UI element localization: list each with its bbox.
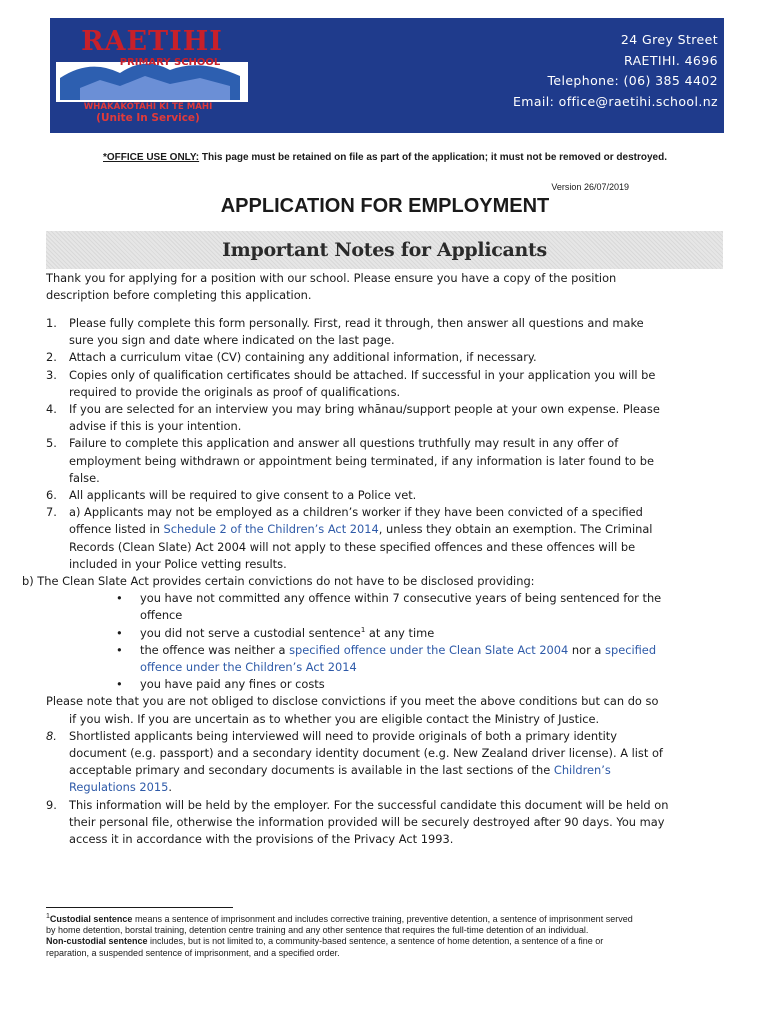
bullet-item	[0, 642, 770, 676]
item-number: 9.	[46, 797, 57, 812]
school-logo	[50, 18, 254, 133]
item-number: 7.	[46, 505, 57, 520]
childrens-act-schedule-link[interactable]: Schedule 2 of the Children’s Act 2014	[163, 522, 379, 537]
address-line-1: 24 Grey Street	[620, 32, 718, 47]
item-line: Copies only of qualification certificates should be attached. If successful in your application you will be	[69, 367, 656, 382]
bullet-icon: •	[116, 625, 123, 640]
bullet-line: you have not committed any offence within 7 consecutive years of being sentenced for the	[140, 591, 662, 606]
office-use-label: *OFFICE USE ONLY:	[103, 152, 200, 163]
disclosure-note	[0, 693, 770, 727]
clean-slate-act-link[interactable]: specified offence under the Clean Slate Act 2004	[289, 642, 569, 657]
page-title: APPLICATION FOR EMPLOYMENT	[220, 195, 550, 217]
logo-motto-english: (Unite In Service)	[96, 112, 200, 124]
email: Email: office@raetihi.school.nz	[512, 93, 718, 109]
item-line: Shortlisted applicants being interviewed will need to provide originals of both a primary identity	[69, 728, 617, 743]
item-number: 3.	[46, 367, 57, 382]
text-run: at any time	[365, 625, 435, 640]
telephone: Telephone: (06) 385 4402	[547, 73, 718, 88]
item-number: 8.	[46, 728, 57, 743]
footnote-ref: 1	[360, 625, 366, 634]
office-use-text: This page must be retained on file as part of the application; it must not be removed or destroyed.	[199, 152, 667, 163]
list-item	[0, 504, 729, 573]
text-run: includes, but is not limited to, a community-based sentence, a sentence of home detention, a sentence of a fine or	[147, 936, 604, 947]
list-item	[0, 728, 729, 797]
item-line: a) Applicants may not be employed as a children’s worker if they have been convicted of a specified	[69, 505, 643, 520]
bullet-line: you have paid any fines or costs	[140, 677, 325, 692]
bullet-line	[140, 625, 770, 642]
item-number: 6.	[46, 488, 57, 503]
bullet-item	[0, 590, 770, 624]
logo-subname: PRIMARY SCHOOL	[119, 57, 221, 68]
footnote-divider	[46, 907, 233, 908]
item-line: sure you sign and date where indicated on the last page.	[69, 333, 395, 348]
item-number: 4.	[46, 402, 57, 417]
item-line: Records (Clean Slate) Act 2004 will not apply to these specified offences and these offences will be	[69, 539, 636, 554]
text-run: .	[168, 780, 172, 795]
item-line: access it in accordance with the provisions of the Privacy Act 1993.	[69, 832, 454, 847]
intro-line: description before completing this application.	[46, 288, 312, 303]
list-item	[0, 349, 729, 366]
item-number: 2.	[46, 350, 57, 365]
text-run: means a sentence of imprisonment and includes corrective training, preventive detention, a sentence of imprisonment served	[132, 914, 633, 924]
note-line: Please note that you are not obliged to disclose convictions if you meet the above conditions but can do so	[46, 694, 659, 709]
bullet-icon: •	[116, 677, 123, 692]
notes-list	[0, 315, 770, 848]
list-item	[0, 435, 729, 487]
item-line: This information will be held by the employer. For the successful candidate this document will be held on	[69, 797, 669, 812]
clean-slate-intro: b) The Clean Slate Act provides certain convictions do not have to be disclosed providing:	[22, 574, 535, 589]
text-run: offence listed in	[69, 522, 164, 537]
item-line: advise if this is your intention.	[69, 419, 242, 434]
office-use-notice	[0, 152, 770, 163]
item-line	[69, 762, 729, 779]
logo-motto: WHAKAKOTAHI KI TE MAHI	[83, 102, 213, 112]
item-line: required to provide the originals as proof of qualifications.	[69, 384, 401, 399]
footnote	[46, 914, 736, 959]
item-line: employment being withdrawn or appointment being terminated, if any information is later found to be	[69, 453, 655, 468]
bullet-item	[0, 625, 770, 642]
footnote-line: reparation, a suspended sentence of imprisonment, and a specified order.	[46, 947, 340, 958]
version-label: Version 26/07/2019	[551, 182, 629, 192]
item-number: 5.	[46, 436, 57, 451]
item-line: Please fully complete this form personally. First, read it through, then answer all questions and make	[69, 316, 644, 330]
text-run: the offence was neither a	[140, 642, 290, 657]
item-line: their personal file, otherwise the information provided will be securely destroyed after 90 days. You may	[69, 814, 665, 829]
item-line: All applicants will be required to give consent to a Police vet.	[69, 488, 417, 503]
bullet-line: offence	[140, 608, 183, 623]
childrens-regulations-link[interactable]: Children’s	[553, 763, 611, 778]
footnote-line	[46, 936, 736, 947]
intro-paragraph	[46, 270, 736, 304]
footnote-line	[46, 914, 736, 925]
footnote-term: Non-custodial sentence	[46, 936, 148, 947]
item-line: document (e.g. passport) and a secondary identity document (e.g. New Zealand driver license). A list of	[69, 746, 663, 761]
item-line: included in your Police vetting results.	[69, 556, 287, 571]
notes-heading: Important Notes for Applicants	[222, 239, 547, 261]
childrens-act-offence-link[interactable]: offence under the Children’s Act 2014	[140, 660, 357, 675]
footnote-line: by home detention, borstal training, detention centre training and any other sentence that requires the full-time detention of an individual.	[46, 925, 589, 936]
notes-heading-bar	[46, 231, 723, 269]
list-item	[0, 797, 729, 849]
item-line	[69, 521, 729, 538]
childrens-act-offence-link[interactable]: specified	[605, 642, 657, 657]
bullet-line	[140, 642, 770, 659]
list-item	[0, 487, 729, 504]
contact-block	[513, 30, 718, 112]
list-item	[0, 367, 729, 401]
text-run: , unless they obtain an exemption. The Criminal	[378, 522, 653, 537]
childrens-regulations-link[interactable]: Regulations 2015	[69, 780, 169, 795]
text-run: you did not serve a custodial sentence	[140, 625, 361, 640]
bullet-item	[0, 676, 770, 693]
letterhead	[50, 18, 724, 133]
note-line: if you wish. If you are uncertain as to whether you are eligible contact the Ministry of Justice.	[69, 711, 600, 726]
item-line: false.	[69, 470, 100, 485]
item-line: If you are selected for an interview you may bring whānau/support people at your own expense. Please	[69, 402, 660, 417]
footnote-term: Custodial sentence	[49, 914, 133, 924]
logo-name: RAETIHI	[81, 26, 223, 57]
bullet-icon: •	[116, 591, 123, 606]
bullet-icon: •	[116, 642, 123, 657]
list-item	[0, 401, 729, 435]
footnote-marker: 1	[46, 913, 50, 920]
bullet-line	[140, 659, 770, 676]
item-line	[69, 779, 729, 796]
item-line: Failure to complete this application and answer all questions truthfully may result in any offer of	[69, 436, 619, 451]
list-item	[0, 315, 729, 349]
text-run: nor a	[568, 642, 606, 657]
intro-line: Thank you for applying for a position with our school. Please ensure you have a copy of the position	[46, 271, 617, 285]
text-run: acceptable primary and secondary documents is available in the last sections of the	[69, 763, 554, 778]
item-line: Attach a curriculum vitae (CV) containing any additional information, if necessary.	[69, 350, 537, 365]
address-line-2: RAETIHI. 4696	[624, 52, 718, 68]
item-number: 1.	[46, 316, 57, 330]
